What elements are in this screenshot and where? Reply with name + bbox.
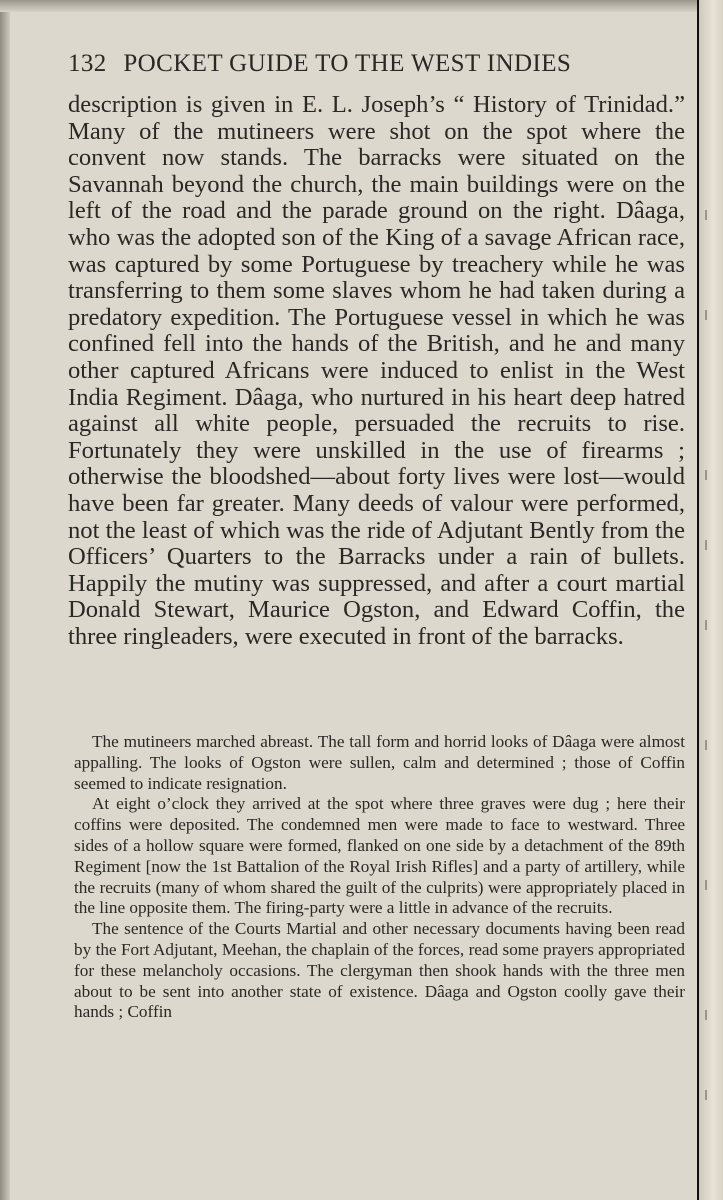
edge-mark — [705, 880, 707, 890]
main-text-block — [68, 92, 685, 650]
quoted-paragraph-1: The mutineers marched abreast. The tall form and horrid looks of Dâaga were almost appalling. The looks of Ogston were sullen, calm and determined ; those of Coffin seemed to indicate resignation. — [74, 732, 685, 793]
quoted-paragraph-3: The sentence of the Courts Martial and other necessary documents having been read by the Fort Adjutant, Meehan, the chaplain of the forces, read some prayers appropriated for these melancholy occasions. The clergyman then shook hands with the three men about to be sent into another state of existence. Dâaga and Ogston coolly gave their hands ; Coffin — [74, 919, 685, 1022]
quoted-paragraph-2: At eight o’clock they arrived at the spot where three graves were dug ; here their coffins were deposited. The condemned men were made to face to westward. Three sides of a hollow square were formed, flanked on one side by a detachment of the 89th Regiment [now the 1st Battalion of the Royal Irish Rifles] and a party of artillery, while the recruits (many of whom shared the guilt of the culprits) were appropriately placed in the line opposite them. The firing-party were a little in advance of the recruits. — [74, 794, 685, 918]
edge-mark — [705, 620, 707, 630]
edge-mark — [705, 1010, 707, 1020]
running-header — [68, 50, 688, 78]
edge-mark — [705, 210, 707, 220]
quoted-account-block — [74, 732, 685, 1023]
edge-mark — [705, 310, 707, 320]
next-page-edge — [697, 0, 723, 1200]
running-title: POCKET GUIDE TO THE WEST INDIES — [123, 50, 572, 77]
page-number: 132 — [68, 50, 107, 77]
main-paragraph: description is given in E. L. Joseph’s “ History of Trinidad.” Many of the mutineers were shot on the spot where the convent now stands. The barracks were situated on the Savannah beyond the church, the main buildings were on the left of the road and the parade ground on the right. Dâaga, who was the adopted son of the King of a savage African race, was captured by some Portuguese by treachery while he was transferring to them some slaves whom he had taken during a predatory expedition. The Portuguese vessel in which he was confined fell into the hands of the British, and he and many other captured Africans were induced to enlist in the West India Regiment. Dâaga, who nurtured in his heart deep hatred against all white people, persuaded the recruits to rise. Fortunately they were unskilled in the use of firearms ; otherwise the bloodshed—about forty lives were lost—would have been far greater. Many deeds of valour were performed, not the least of which was the ride of Adjutant Bently from the Officers’ Quarters to the Barracks under a rain of bullets. Happily the mutiny was suppressed, and after a court martial Donald Stewart, Maurice Ogston, and Edward Coffin, the three ringleaders, were executed in front of the barracks. — [68, 91, 685, 650]
edge-mark — [705, 740, 707, 750]
page-shadow-top — [0, 0, 723, 12]
edge-mark — [705, 1090, 707, 1100]
edge-mark — [705, 470, 707, 480]
edge-mark — [705, 540, 707, 550]
page-shadow-left — [0, 0, 10, 1200]
